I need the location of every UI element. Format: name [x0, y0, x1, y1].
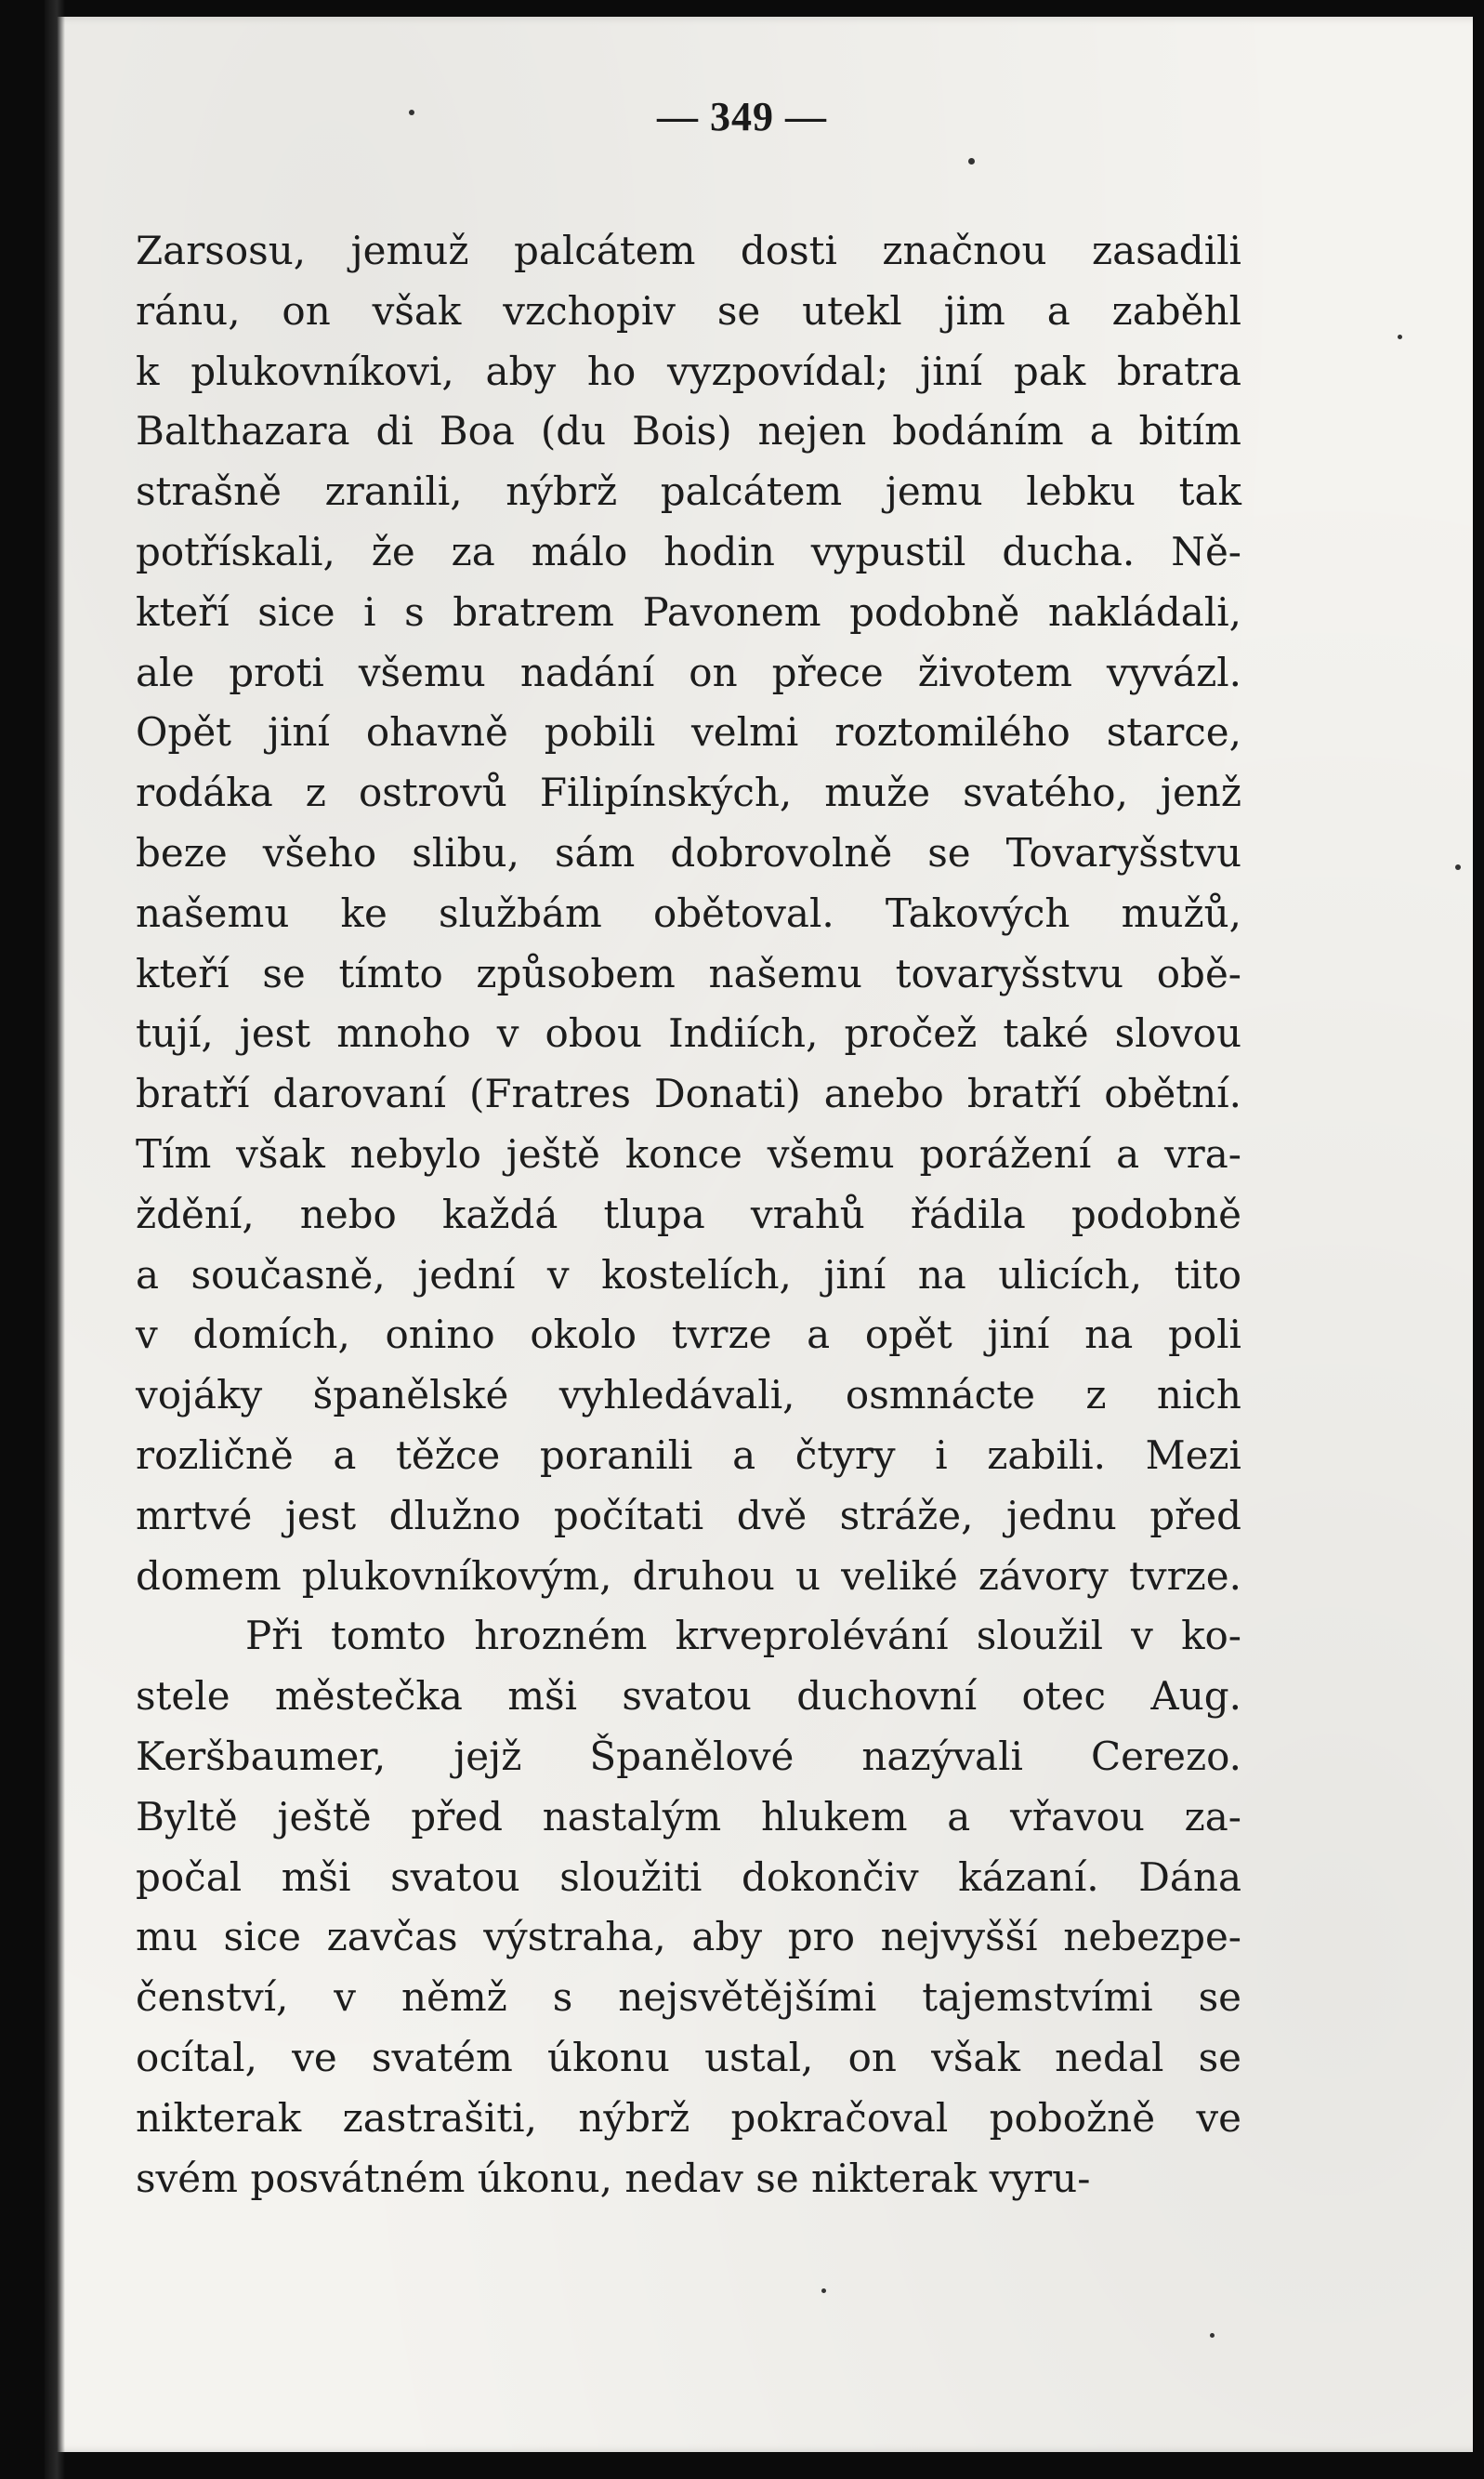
text-line: ale proti všemu nadání on přece životem vyvázl. [136, 649, 1241, 695]
text-line: Tím však nebylo ještě konce všemu porážení a vra- [136, 1130, 1241, 1177]
text-line: stele městečka mši svatou duchovní otec Aug. [136, 1673, 1241, 1720]
text-line: kteří se tímto způsobem našemu tovaryšstvu obě- [136, 950, 1241, 996]
text-line: tují, jest mnoho v obou Indiích, pročež také slovou [136, 1010, 1241, 1057]
text-line: rodáka z ostrovů Filipínských, muže svatého, jenž [136, 770, 1241, 816]
text-line: nikterak zastrašiti, nýbrž pokračoval pobožně ve [136, 2094, 1241, 2141]
text-line: k plukovníkovi, aby ho vyzpovídal; jiní pak bratra [136, 348, 1241, 394]
paper-speck [1210, 2333, 1215, 2338]
paper-speck [1398, 335, 1402, 339]
book-binding-shadow [45, 0, 65, 2479]
paper-speck [968, 158, 975, 165]
text-line: Opět jiní ohavně pobili velmi roztomilého starce, [136, 709, 1241, 756]
text-line: čenství, v němž s nejsvětějšími tajemstvími se [136, 1974, 1241, 2021]
text-line: Byltě ještě před nastalým hlukem a vřavou za- [136, 1793, 1241, 1839]
text-line: a současně, jední v kostelích, jiní na ulicích, tito [136, 1251, 1241, 1298]
page-number: — 349 — [657, 94, 827, 139]
text-line: potřískali, že za málo hodin vypustil ducha. Ně- [136, 528, 1241, 574]
text-line: Balthazara di Boa (du Bois) nejen bodáním a bitím [136, 408, 1241, 455]
text-line: ždění, nebo každá tlupa vrahů řádila podobně [136, 1191, 1241, 1237]
paper-speck [1455, 864, 1461, 870]
text-line: domem plukovníkovým, druhou u veliké závory tvrze. [136, 1552, 1241, 1599]
text-line: vojáky španělské vyhledávali, osmnácte z nich [136, 1372, 1241, 1418]
text-line: svém posvátném úkonu, nedav se nikterak vyru- [136, 2155, 1091, 2201]
body-text [136, 221, 1241, 2209]
text-line: mu sice zavčas výstraha, aby pro nejvyšší nebezpe- [136, 1914, 1241, 1960]
text-line: rozličně a těžce poranili a čtyry i zabili. Mezi [136, 1431, 1241, 1478]
text-line: mrtvé jest dlužno počítati dvě stráže, jednu před [136, 1492, 1241, 1538]
paper-speck [821, 2288, 826, 2293]
text-line: Keršbaumer, jejž Španělové nazývali Cerezo. [136, 1733, 1241, 1779]
text-line: počal mši svatou sloužiti dokončiv kázaní. Dána [136, 1853, 1241, 1900]
paper-speck [409, 110, 414, 115]
text-line: Zarsosu, jemuž palcátem dosti značnou zasadili [136, 228, 1241, 273]
scan-border [1473, 0, 1484, 2479]
text-line: beze všeho slibu, sám dobrovolně se Tovaryšstvu [136, 829, 1241, 876]
text-line: strašně zranili, nýbrž palcátem jemu lebku tak [136, 468, 1241, 515]
text-line: kteří sice i s bratrem Pavonem podobně nakládali, [136, 588, 1241, 635]
text-line: ocítal, ve svatém úkonu ustal, on však nedal se [136, 2034, 1241, 2080]
text-line: ránu, on však vzchopiv se utekl jim a zaběhl [136, 287, 1241, 334]
text-line: bratří darovaní (Fratres Donati) anebo bratří obětní. [136, 1071, 1241, 1117]
text-line: v domích, onino okolo tvrze a opět jiní na poli [136, 1312, 1241, 1358]
text-line: našemu ke službám obětoval. Takových mužů, [136, 890, 1241, 936]
paragraph-first-line: Při tomto hrozném krveprolévání sloužil v ko- [245, 1613, 1241, 1659]
